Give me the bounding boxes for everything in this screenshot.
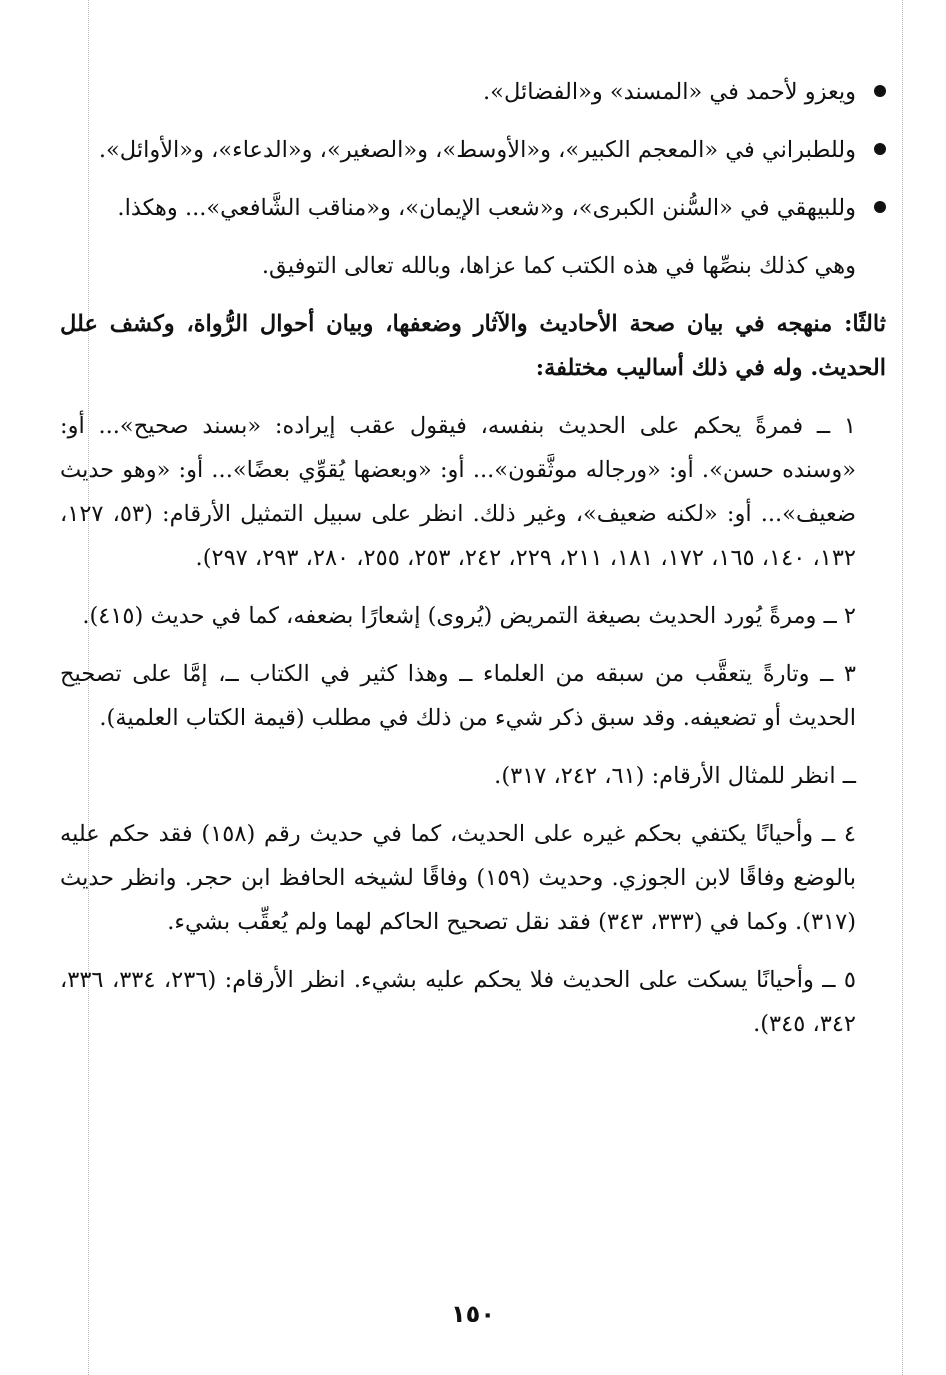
page-number: ١٥٠: [451, 1300, 495, 1328]
method-item-1: ١ ــ فمرةً يحكم على الحديث بنفسه، فيقول عقب إيراده: «بسند صحيح»... أو: «وسنده حسن». أو: «ورجاله موثَّقون»... أو: «وبعضها يُقوِّي بعضًا»... أو: «وهو حديث ضعيف»... أو: «لكنه ضعيف»، وغير ذلك. انظر على سبيل التمثيل الأرقام: (٥٣، ١٢٧، ١٣٢، ١٤٠، ١٦٥، ١٧٢، ١٨١، ٢١١، ٢٢٩، ٢٤٢، ٢٥٣، ٢٥٥، ٢٨٠، ٢٩٣، ٢٩٧).: [60, 413, 856, 571]
bullet-text: وللبيهقي في «السُّنن الكبرى»، و«شعب الإيمان»، و«مناقب الشَّافعي»... وهكذا.: [117, 195, 856, 221]
method-item-4: ٤ ــ وأحيانًا يكتفي بحكم غيره على الحديث، كما في حديث رقم (١٥٨) فقد حكم عليه بالوضع وفاقًا لابن الجوزي. وحديث (١٥٩) وفاقًا لشيخه الحافظ ابن حجر. وانظر حديث (٣١٧). وكما في (٣٣٣، ٣٤٣) فقد نقل تصحيح الحاكم لهما ولم يُعقِّب بشيء.: [60, 821, 856, 935]
bullet-item: [60, 70, 886, 114]
bullet-text: وللطبراني في «المعجم الكبير»، و«الأوسط»، و«الصغير»، و«الدعاء»، و«الأوائل».: [98, 137, 856, 163]
conclusion-paragraph: وهي كذلك بنصِّها في هذه الكتب كما عزاها، وبالله تعالى التوفيق.: [261, 253, 856, 279]
bullet-item: [60, 186, 886, 230]
method-item-3-note: ــ انظر للمثال الأرقام: (٦١، ٢٤٢، ٣١٧).: [494, 763, 856, 789]
bullet-text: ويعزو لأحمد في «المسند» و«الفضائل».: [483, 79, 856, 105]
method-item-3: ٣ ــ وتارةً يتعقَّب من سبقه من العلماء ــ وهذا كثير في الكتاب ــ، إمَّا على تصحيح الحديث أو تضعيفه. وقد سبق ذكر شيء من ذلك في مطلب (قيمة الكتاب العلمية).: [60, 661, 856, 731]
bullet-item: [60, 128, 886, 172]
bullet-icon: [874, 143, 886, 155]
scan-margin-line: [902, 0, 903, 1375]
bullet-icon: [874, 85, 886, 97]
method-item-5: ٥ ــ وأحيانًا يسكت على الحديث فلا يحكم عليه بشيء. انظر الأرقام: (٢٣٦، ٣٣٤، ٣٣٦، ٣٤٢، ٣٤٥).: [60, 967, 856, 1037]
section-heading: ثالثًا: منهجه في بيان صحة الأحاديث والآثار وضعفها، وبيان أحوال الرُّواة، وكشف علل الحديث. وله في ذلك أساليب مختلفة:: [60, 311, 886, 381]
page-body: [60, 70, 886, 1060]
method-item-2: ٢ ــ ومرةً يُورد الحديث بصيغة التمريض (يُروى) إشعارًا بضعفه، كما في حديث (٤١٥).: [82, 603, 856, 629]
bullet-icon: [874, 201, 886, 213]
